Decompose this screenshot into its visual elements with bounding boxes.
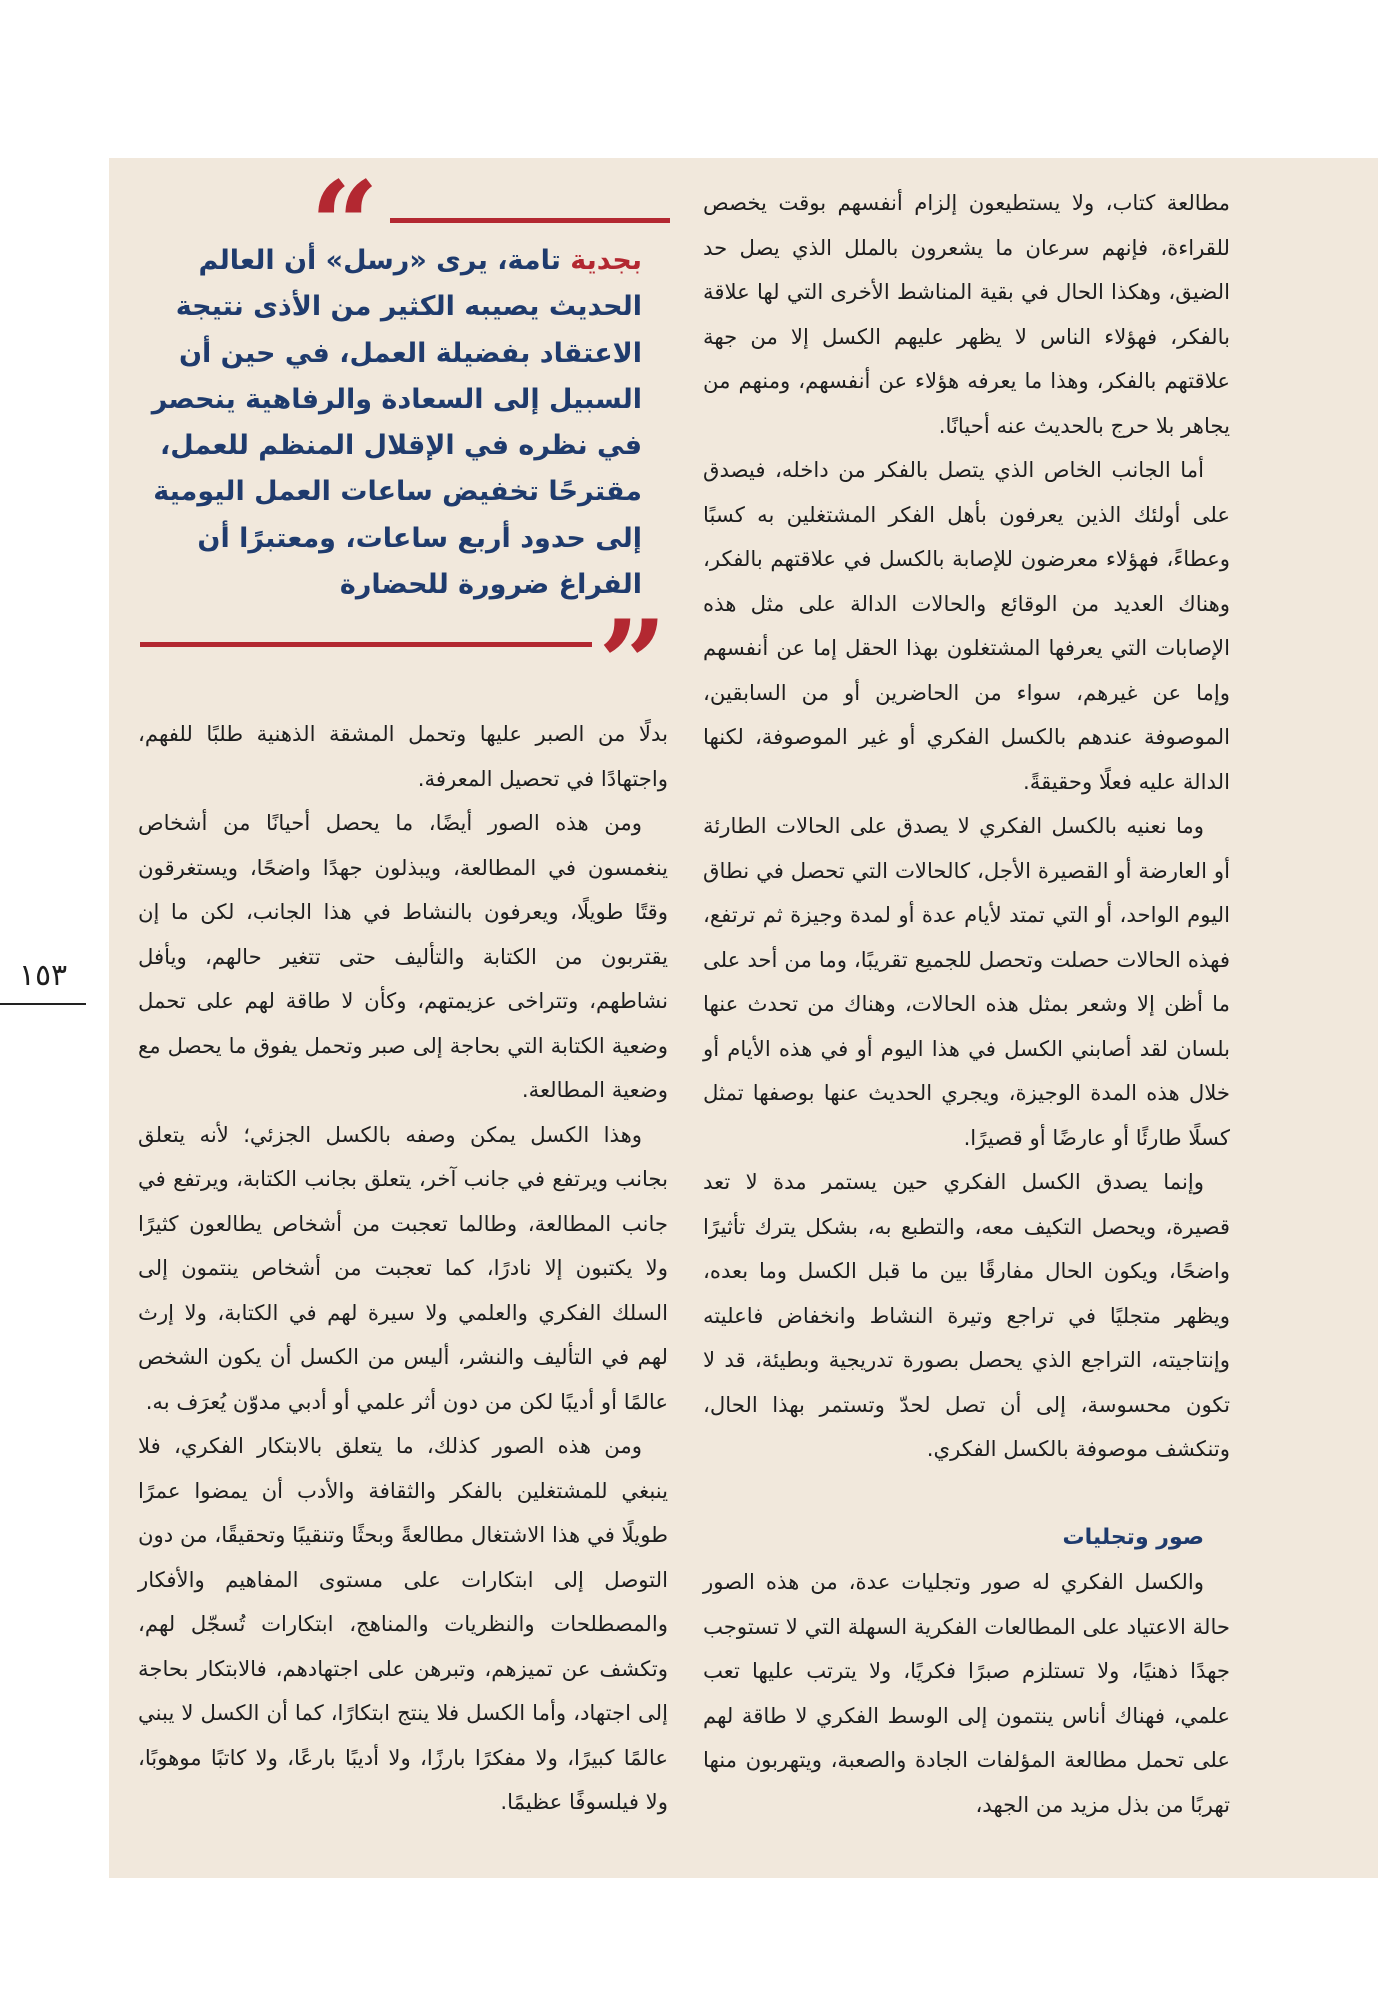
paragraph: وهذا الكسل يمكن وصفه بالكسل الجزئي؛ لأنه يتعلق بجانب ويرتفع في جانب آخر، يتعلق بجانب الكتابة، ويرتفع في جانب المطالعة، وطالما تعجبت من أشخاص يطالعون كثيرًا ولا يكتبون إلا نادرًا، كما تعجبت من أشخاص ينتمون إلى السلك الفكري والعلمي ولا سيرة لهم في الكتابة، ولا إرث لهم في التأليف والنشر، أليس من الكسل أن يكون الشخص عالمًا أو أديبًا لكن من دون أثر علمي أو أدبي مدوّن يُعرَف به. — [138, 1121, 668, 1414]
paragraph: أما الجانب الخاص الذي يتصل بالفكر من داخله، فيصدق على أولئك الذين يعرفون بأهل الفكر المشتغلين به كسبًا وعطاءً، فهؤلاء معرضون للإصابة بالكسل في علاقتهم بالفكر، وهناك العديد من الوقائع والحالات الدالة على مثل هذه الإصابات التي يعرفها المشتغلون بهذا الحقل إما عن أنفسهم وإما عن غيرهم، سواء من الحاضرين أو من السابقين، الموصوفة عندهم بالكسل الفكري أو غير الموصوفة، لكنها الدالة عليه فعلًا وحقيقةً. — [703, 457, 1230, 794]
paragraph: ومن هذه الصور أيضًا، ما يحصل أحيانًا من أشخاص ينغمسون في المطالعة، ويبذلون جهدًا واضحًا، ويستغرقون وقتًا طويلًا، ويعرفون بالنشاط في هذا الجانب، لكن ما إن يقتربون من الكتابة والتأليف حتى تتغير حالهم، ويأفل نشاطهم، وتتراخى عزيمتهم، وكأن لا طاقة لهم على تحمل وضعية الكتابة التي بحاجة إلى صبر وتحمل يفوق ما يحصل مع وضعية المطالعة. — [138, 810, 668, 1102]
paragraph: بدلًا من الصبر عليها وتحمل المشقة الذهنية طلبًا للفهم، واجتهادًا في تحصيل المعرفة. — [138, 721, 668, 791]
pull-quote — [140, 140, 672, 735]
section-heading: صور وتجليات — [1062, 1524, 1204, 1550]
paragraph: وما نعنيه بالكسل الفكري لا يصدق على الحالات الطارئة أو العارضة أو القصيرة الأجل، كالحالات التي تحصل في نطاق اليوم الواحد، أو التي تمتد لأيام عدة أو لمدة وجيزة ثم ترتفع، فهذه الحالات حصلت وتحصل للجميع تقريبًا، وما من أحد على ما أظن إلا وشعر بمثل هذه الحالات، وهناك من تحدث عنها بلسان لقد أصابني الكسل في هذا اليوم أو في هذه الأيام أو خلال هذه المدة الوجيزة، ويجري الحديث عنها بوصفها تمثل كسلًا طارئًا أو عارضًا أو قصيرًا. — [703, 813, 1230, 1150]
pull-quote-text — [140, 238, 642, 608]
paragraph: والكسل الفكري له صور وتجليات عدة، من هذه الصور حالة الاعتياد على المطالعات الفكرية السهلة التي لا تستوجب جهدًا ذهنيًا، ولا تستلزم صبرًا فكريًا، ولا يترتب عليها تعب علمي، فهناك أناس ينتمون إلى الوسط الفكري لا طاقة لهم على تحمل مطالعة المؤلفات الجادة والصعبة، ويتهربون منها تهربًا من بذل مزيد من الجهد، — [703, 1569, 1230, 1817]
page-number-rule — [0, 1003, 86, 1005]
quote-highlight: بجدية — [570, 245, 642, 276]
quote-body: تامة، يرى «رسل» أن العالم الحديث يصيبه الكثير من الأذى نتيجة الاعتقاد بفضيلة العمل، في حين أن السبيل إلى السعادة والرفاهية ينحصر في نظره في الإقلال المنظم للعمل، مقترحًا تخفيض ساعات العمل اليومية إلى حدود أربع ساعات، ومعتبرًا أن الفراغ ضرورة للحضارة — [151, 245, 642, 601]
quote-bottom-rule — [140, 642, 592, 647]
paragraph: ومن هذه الصور كذلك، ما يتعلق بالابتكار الفكري، فلا ينبغي للمشتغلين بالفكر والثقافة والأدب أن يمضوا عمرًا طويلًا في هذا الاشتغال مطالعةً وبحثًا وتنقيبًا وتحقيقًا، من دون التوصل إلى ابتكارات على مستوى المفاهيم والأفكار والمصطلحات والنظريات والمناهج، ابتكارات تُسجّل لهم، وتكشف عن تميزهم، وتبرهن على اجتهادهم، فالابتكار بحاجة إلى اجتهاد، وأما الكسل فلا ينتج ابتكارًا، كما أن الكسل لا يبني عالمًا كبيرًا، ولا مفكرًا بارزًا، ولا أديبًا بارعًا، ولا كاتبًا موهوبًا، ولا فيلسوفًا عظيمًا. — [138, 1433, 668, 1814]
close-quote-icon: ” — [598, 594, 668, 735]
paragraph: مطالعة كتاب، ولا يستطيعون إلزام أنفسهم بوقت يخصص للقراءة، فإنهم سرعان ما يشعرون بالملل الذي يصل حد الضيق، وهكذا الحال في بقية المناشط الأخرى التي لها علاقة بالفكر، فهؤلاء الناس لا يظهر عليهم الكسل إلا من جهة علاقتهم بالفكر، وهذا ما يعرفه هؤلاء عن أنفسهم، ومنهم من يجاهر بلا حرج بالحديث عنه أحيانًا. — [703, 190, 1230, 438]
left-column — [138, 712, 668, 1825]
quote-top-rule — [390, 218, 670, 223]
right-column — [703, 181, 1230, 1827]
paragraph: وإنما يصدق الكسل الفكري حين يستمر مدة لا تعد قصيرة، ويحصل التكيف معه، والتطبع به، بشكل يترك تأثيرًا واضحًا، ويكون الحال مفارقًا بين ما قبل الكسل وما بعده، ويظهر متجليًا في تراجع وتيرة النشاط وانخفاض فاعليته وإنتاجيته، التراجع الذي يحصل بصورة تدريجية وبطيئة، قد لا تكون محسوسة، إلى أن تصل لحدّ وتستمر بهذا الحال، وتنكشف موصوفة بالكسل الفكري. — [703, 1169, 1230, 1461]
open-quote-icon: “ — [310, 155, 380, 296]
page-number: ١٥٣ — [18, 958, 68, 993]
